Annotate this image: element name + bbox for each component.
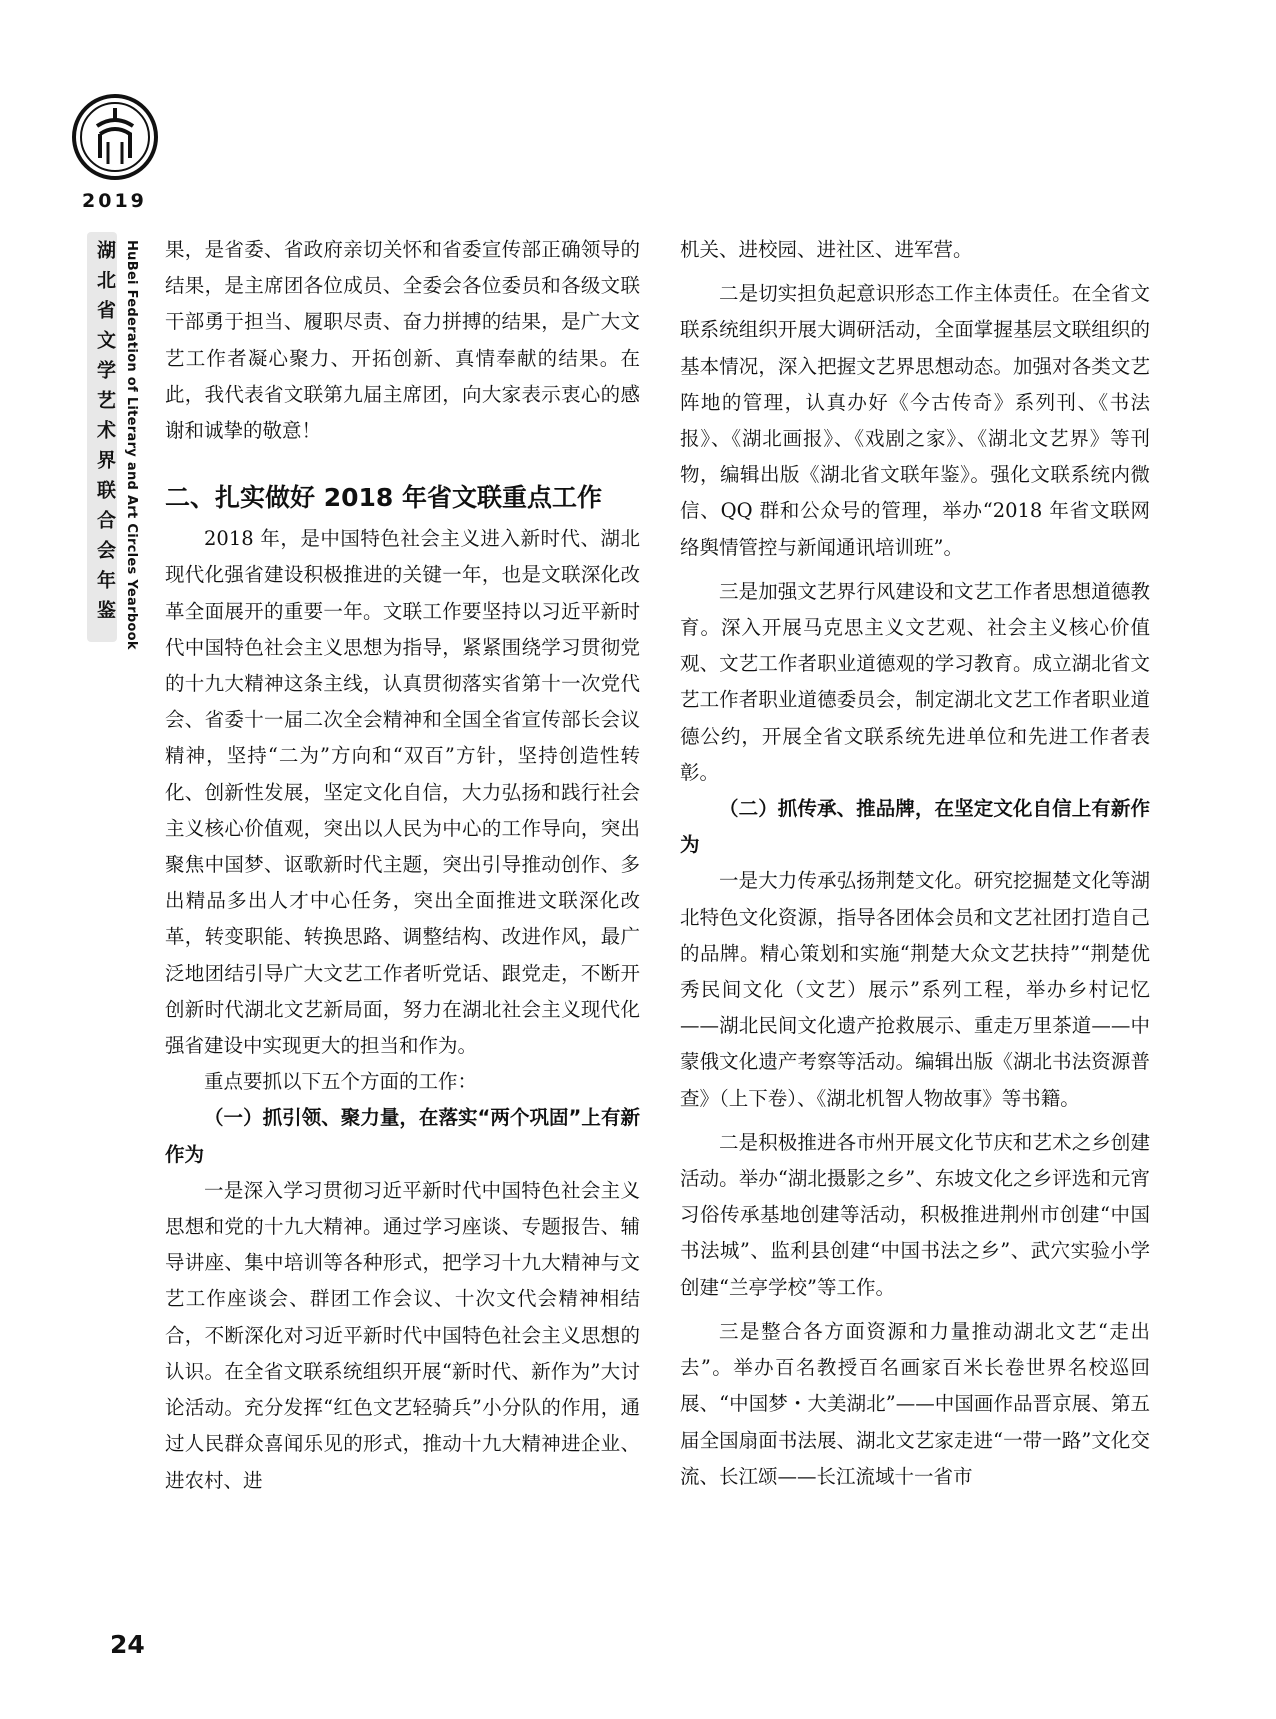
yearbook-title-english: HuBei Federation of Literary and Art Circles Yearbook: [124, 240, 139, 650]
paragraph-festivals: 二是积极推进各市州开展文化节庆和艺术之乡创建活动。举办“湖北摄影之乡”、东坡文化之乡评选和元宵习俗传承基地创建等活动，积极推进荆州市创建“中国书法城”、监利县创建“中国书法之乡”、武穴实验小学创建“兰亭学校”等工作。: [680, 1130, 1150, 1299]
paragraph-first-item: 一是深入学习贯彻习近平新时代中国特色社会主义思想和党的十九大精神。通过学习座谈、专题报告、辅导讲座、集中培训等各种形式，把学习十九大精神与文艺工作座谈会、群团工作会议、十次文代会精神相结合，不断深化对习近平新时代中国特色社会主义思想的认识。在全省文联系统组织开展“新时代、新作为”大讨论活动。充分发挥“红色文艺轻骑兵”小分队的作用，通过人民群众喜闻乐见的形式，推动十九大精神进企业、进农村、进: [165, 1178, 640, 1492]
paragraph-go-global: 三是整合各方面资源和力量推动湖北文艺“走出去”。举办百名教授百名画家百米长卷世界名校巡回展、“中国梦・大美湖北”——中国画作品晋京展、第五届全国扇面书法展、湖北文艺家走进“一带一路”文化交流、长江颂——长江流域十一省市: [680, 1319, 1150, 1488]
paragraph-third-item: 三是加强文艺界行风建设和文艺工作者思想道德教育。深入开展马克思主义文艺观、社会主义核心价值观、文艺工作者职业道德观的学习教育。成立湖北省文艺工作者职业道德委员会，制定湖北文艺工作者职业道德公约，开展全省文联系统先进单位和先进工作者表彰。: [680, 579, 1150, 784]
paragraph-2018: 2018 年，是中国特色社会主义进入新时代、湖北现代化强省建设积极推进的关键一年，也是文联深化改革全面展开的重要一年。文联工作要坚持以习近平新时代中国特色社会主义思想为指导，紧紧围绕学习贯彻党的十九大精神这条主线，认真贯彻落实省第十一次党代会、省委十一届二次全会精神和全国全省宣传部长会议精神，坚持“二为”方向和“双百”方针，坚持创造性转化、创新性发展，坚定文化自信，大力弘扬和践行社会主义核心价值观，突出以人民为中心的工作导向，突出聚焦中国梦、讴歌新时代主题，突出引导推动创作、多出精品多出人才中心任务，突出全面推进文联深化改革，转变职能、转换思路、调整结构、改进作风，最广泛地团结引导广大文艺工作者听党话、跟党走，不断开创新时代湖北文艺新局面，努力在湖北社会主义现代化强省建设中实现更大的担当和作为。: [165, 527, 640, 1058]
paragraph-heritage: 一是大力传承弘扬荆楚文化。研究挖掘楚文化等湖北特色文化资源，指导各团体会员和文艺社团打造自己的品牌。精心策划和实施“荆楚大众文艺扶持”“荆楚优秀民间文化（文艺）展示”系列工程，举办乡村记忆——湖北民间文化遗产抢救展示、重走万里茶道——中蒙俄文化遗产考察等活动。编辑出版《湖北书法资源普查》（上下卷）、《湖北机智人物故事》等书籍。: [680, 869, 1150, 1110]
yearbook-title-chinese: 湖北省文学艺术界联合会年鉴: [94, 240, 116, 630]
continued-paragraph-right: 机关、进校园、进社区、进军营。: [680, 238, 973, 261]
subsection-heading-2: （二）抓传承、推品牌，在坚定文化自信上有新作为: [680, 797, 1150, 857]
right-column: [680, 232, 1150, 1495]
left-column: [165, 232, 640, 1499]
continued-paragraph: 果，是省委、省政府亲切关怀和省委宣传部正确领导的结果，是主席团各位成员、全委会各位委员和各级文联干部勇于担当、履职尽责、奋力拼搏的结果，是广大文艺工作者凝心聚力、开拓创新、真情奉献的结果。在此，我代表省文联第九届主席团，向大家表示衷心的感谢和诚挚的敬意！: [165, 238, 640, 443]
page-number: 24: [110, 1630, 145, 1659]
subsection-heading-1: （一）抓引领、聚力量，在落实“两个巩固”上有新作为: [165, 1106, 640, 1166]
paragraph-focus: 重点要抓以下五个方面的工作：: [204, 1070, 478, 1094]
federation-logo: [70, 92, 160, 182]
section-heading: 二、扎实做好 2018 年省文联重点工作: [165, 483, 602, 513]
yearbook-year: 2019: [82, 190, 147, 212]
paragraph-second-item: 二是切实担负起意识形态工作主体责任。在全省文联系统组织开展大调研活动，全面掌握基层文联组织的基本情况，深入把握文艺界思想动态。加强对各类文艺阵地的管理，认真办好《今古传奇》系列刊、《书法报》、《湖北画报》、《戏剧之家》、《湖北文艺界》等刊物，编辑出版《湖北省文联年鉴》。强化文联系统内微信、QQ 群和公众号的管理，举办“2018 年省文联网络舆情管控与新闻通讯培训班”。: [680, 282, 1150, 559]
